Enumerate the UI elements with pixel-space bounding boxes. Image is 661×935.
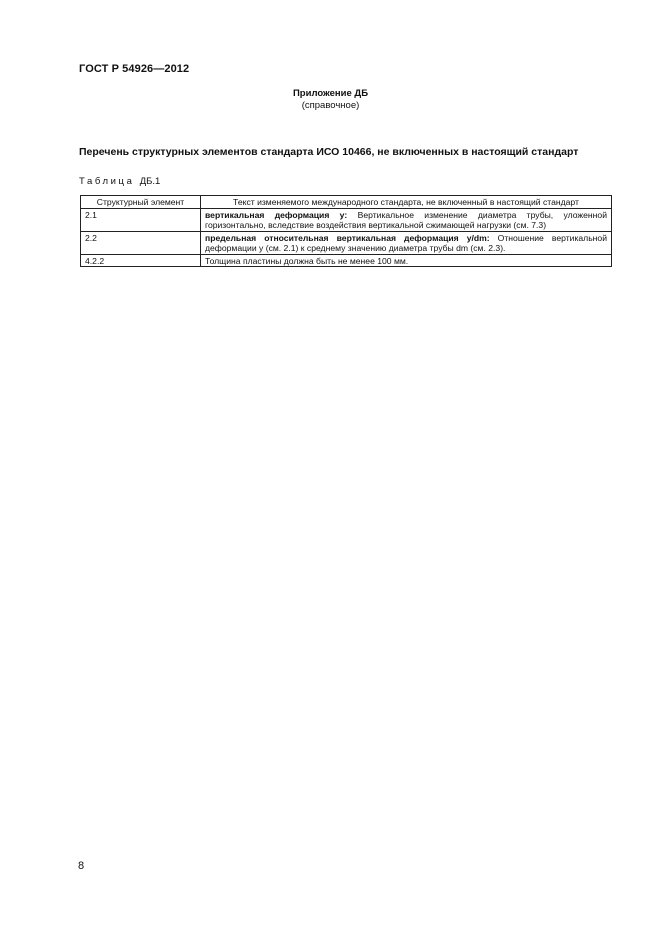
table-header-text: Текст изменяемого международного стандарта, не включенный в настоящий стандарт	[201, 196, 612, 209]
table-header-row	[81, 196, 612, 209]
row-term: вертикальная деформация y:	[205, 209, 348, 220]
row-text-cell	[201, 254, 612, 267]
row-term: предельная относительная вертикальная деформация y/dm:	[205, 232, 490, 243]
table-caption-prefix: Таблица	[79, 176, 135, 187]
row-text-cell	[201, 208, 612, 231]
row-definition: Вертикальное изменение диаметра трубы, уложенной горизонтально, вследствие воздействия вертикальной сжимающей нагрузки (см. 7.3)	[205, 209, 608, 230]
table-row	[81, 254, 612, 267]
row-element-number: 4.2.2	[81, 254, 201, 267]
row-text-cell	[201, 231, 612, 254]
table-row	[81, 231, 612, 254]
elements-table	[80, 195, 612, 267]
row-element-number: 2.1	[81, 208, 201, 231]
table-row	[81, 208, 612, 231]
appendix-title: Приложение ДБ	[292, 88, 369, 99]
appendix-heading	[0, 88, 661, 112]
table-header-element: Структурный элемент	[81, 196, 201, 209]
page-number: 8	[78, 860, 85, 872]
row-definition: Толщина пластины должна быть не менее 100 мм.	[205, 255, 409, 266]
row-definition: Отношение вертикальной деформации y (см. 2.1) к среднему значению диаметра трубы dm (см. 2.3).	[205, 232, 607, 253]
table-caption-number: ДБ.1	[139, 176, 161, 187]
appendix-subtitle: (справочное)	[301, 100, 360, 111]
row-element-number: 2.2	[81, 231, 201, 254]
section-title: Перечень структурных элементов стандарта ИСО 10466, не включенных в настоящий стандарт	[79, 146, 579, 158]
document-code: ГОСТ Р 54926—2012	[79, 63, 190, 75]
table-caption	[79, 176, 160, 187]
